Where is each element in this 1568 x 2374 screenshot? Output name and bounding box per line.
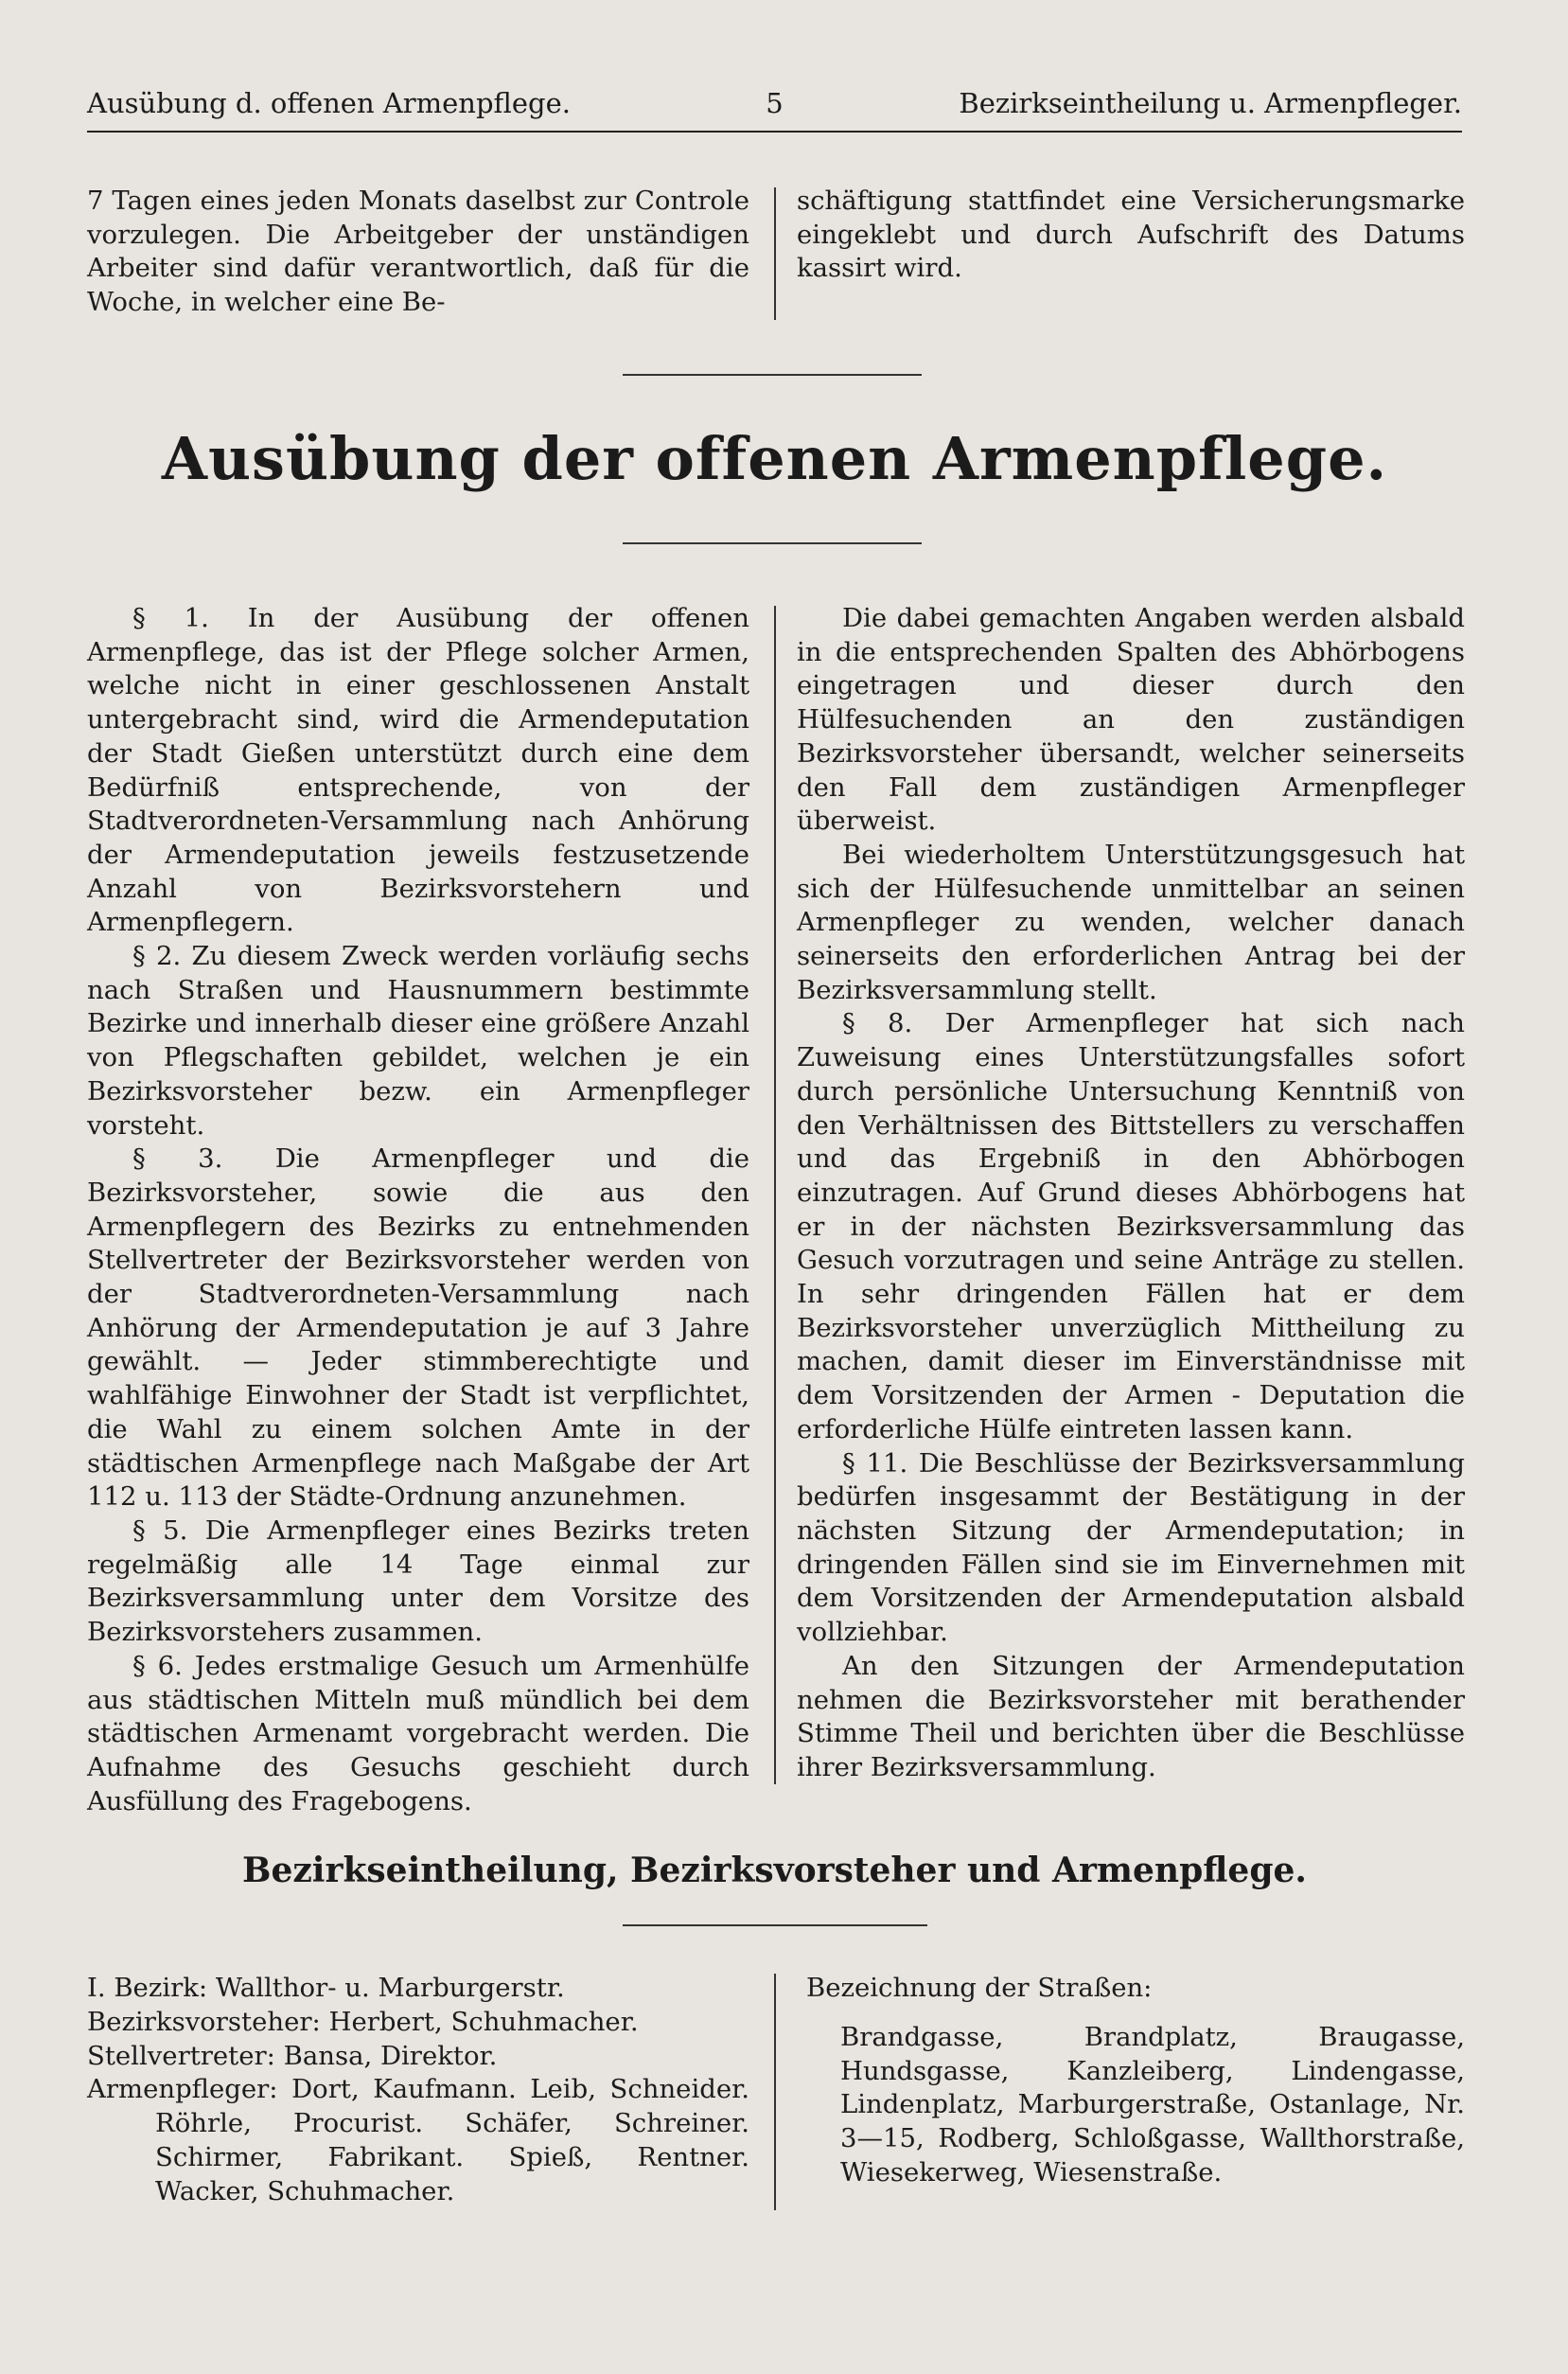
section1-title: Ausübung der offenen Armenpflege. <box>161 424 1388 493</box>
title1-rule-top <box>623 374 922 376</box>
title2-rule <box>623 1924 927 1926</box>
paragraph-p6: § 6. Jedes erstmalige Gesuch um Armenhülfe aus städtischen Mitteln muß mündlich bei dem städtischen Armenamt vorgebracht werden. Die Aufnahme des Gesuchs geschieht durch Ausfüllung des Fragebogens. <box>87 1650 749 1816</box>
district-armenpfleger: Armenpfleger: Dort, Kaufmann. Leib, Schneider. Röhrle, Procurist. Schäfer, Schreiner. Schirmer, Fabrikant. Spieß, Rentner. Wacker, Schuhmacher. <box>87 2074 749 2206</box>
page-number: 5 <box>766 87 784 119</box>
paragraph-p8: § 8. Der Armenpfleger hat sich nach Zuweisung eines Unterstützungsfalles sofort durch persönliche Untersuchung Kenntniß von den Verhältnissen des Bittstellers zu verschaffen und das Ergebniß in den Abhörbogen einzutragen. Auf Grund dieses Abhörbogens hat er in der nächsten Bezirksversammlung das Gesuch vorzutragen und seine Anträge zu stellen. In sehr dringenden Fällen hat er dem Bezirksvorsteher unverzüglich Mittheilung zu machen, damit dieser im Einverständnisse mit dem Vorsitzenden der Armen - Deputation die erforderliche Hülfe eintreten lassen kann. <box>797 1008 1465 1444</box>
header-rule <box>87 131 1462 133</box>
district-name: I. Bezirk: Wallthor- u. Marburgerstr. <box>87 1973 565 2003</box>
paragraph-p2: § 2. Zu diesem Zweck werden vorläufig sechs nach Straßen und Hausnummern bestimmte Bezirke und innerhalb dieser eine größere Anzahl von Pflegschaften gebildet, welchen je ein Bezirksvorsteher bezw. ein Armenpfleger vorsteht. <box>87 941 749 1141</box>
carryover-left-text: 7 Tagen eines jeden Monats daselbst zur Controle vorzulegen. Die Arbeitgeber der unständigen Arbeiter sind dafür verantwortlich, daß für die Woche, in welcher eine Be- <box>87 186 749 318</box>
streets-label: Bezeichnung der Straßen: <box>806 1973 1153 2003</box>
header-right: Bezirkseintheilung u. Armenpfleger. <box>959 87 1462 119</box>
paragraph-p11: § 11. Die Beschlüsse der Bezirksversammlung bedürfen insgesammt der Bestätigung in der nächsten Sitzung der Armendeputation; in dringenden Fällen sind sie im Einvernehmen mit dem Vorsitzenden der Armendeputation alsbald vollziehbar. <box>797 1447 1465 1648</box>
district-stellvertreter: Stellvertreter: Bansa, Direktor. <box>87 2040 498 2071</box>
streets-info <box>806 1972 1465 2190</box>
running-header <box>87 87 1462 131</box>
paragraph-wiederholt: Bei wiederholtem Unterstützungsgesuch hat sich der Hülfesuchende unmittelbar an seinen Armenpfleger zu wenden, welcher danach seinerseits den erforderlichen Antrag bei der Bezirksversammlung stellt. <box>797 839 1465 1005</box>
section1-left-column <box>87 602 749 1818</box>
title1-rule-bottom <box>623 542 922 544</box>
paragraph-p5: § 5. Die Armenpfleger eines Bezirks treten regelmäßig alle 14 Tage einmal zur Bezirksversammlung unter dem Vorsitze des Bezirksvorstehers zusammen. <box>87 1515 749 1648</box>
section1-right-column <box>797 602 1465 1785</box>
carryover-right-text: schäftigung stattfindet eine Versicherungsmarke eingeklebt und durch Aufschrift des Datums kassirt wird. <box>797 186 1465 284</box>
column-divider-section1 <box>774 606 776 1784</box>
column-divider-top <box>774 187 776 320</box>
carryover-left <box>87 185 749 320</box>
paragraph-angaben: Die dabei gemachten Angaben werden alsbald in die entsprechenden Spalten des Abhörbogens eingetragen und dieser durch den Hülfesuchenden an den zuständigen Bezirksvorsteher übersandt, welcher seinerseits den Fall dem zuständigen Armenpfleger überweist. <box>797 603 1465 837</box>
streets-list: Brandgasse, Brandplatz, Braugasse, Hundsgasse, Kanzleiberg, Lindengasse, Lindenplatz, Marburgerstraße, Ostanlage, Nr. 3—15, Rodberg, Schloßgasse, Wallthorstraße, Wiesekerweg, Wiesenstraße. <box>840 2021 1465 2188</box>
paragraph-p3: § 3. Die Armenpfleger und die Bezirksvorsteher, sowie die aus den Armenpflegern des Bezirks zu entnehmenden Stellvertreter der Bezirksvorsteher werden von der Stadtverordneten-Versammlung nach Anhörung der Armendeputation je auf 3 Jahre gewählt. — Jeder stimmberechtigte und wahlfähige Einwohner der Stadt ist verpflichtet, die Wahl zu einem solchen Amte in der städtischen Armenpflege nach Maßgabe der Art 112 u. 113 der Städte-Ordnung anzunehmen. <box>87 1143 749 1513</box>
section2-title: Bezirkseintheilung, Bezirksvorsteher und Armenpflege. <box>242 1851 1307 1890</box>
header-left: Ausübung d. offenen Armenpflege. <box>87 87 571 119</box>
carryover-right <box>797 185 1465 286</box>
column-divider-section2 <box>774 1974 776 2210</box>
district-vorsteher: Bezirksvorsteher: Herbert, Schuhmacher. <box>87 2006 639 2037</box>
paragraph-sitzungen: An den Sitzungen der Armendeputation nehmen die Bezirksvorsteher mit berathender Stimme Theil und berichten über die Beschlüsse ihrer Bezirksversammlung. <box>797 1650 1465 1782</box>
district-info <box>87 1972 749 2209</box>
paragraph-p1: § 1. In der Ausübung der offenen Armenpflege, das ist der Pflege solcher Armen, welche nicht in einer geschlossenen Anstalt untergebracht sind, wird die Armendeputation der Stadt Gießen unterstützt durch eine dem Bedürfniß entsprechende, von der Stadtverordneten-Versammlung nach Anhörung der Armendeputation jeweils festzusetzende Anzahl von Bezirksvorstehern und Armenpflegern. <box>87 603 749 938</box>
